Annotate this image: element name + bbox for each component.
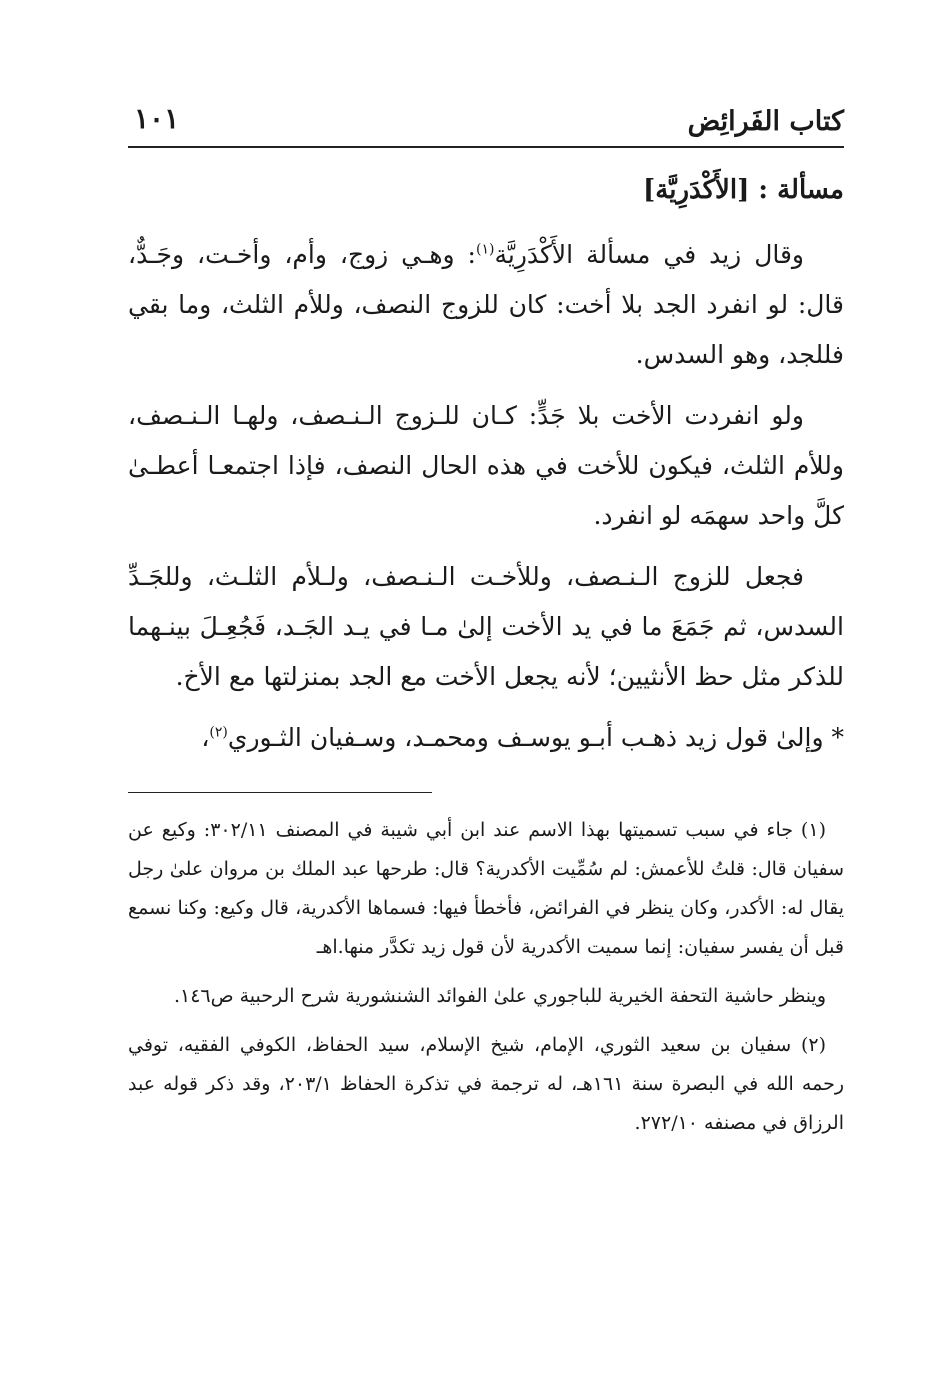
- main-text: [128, 230, 844, 774]
- footnote-marker: (١): [475, 241, 495, 258]
- paragraph-text: : وهـي زوج، وأم، وأخـت، وجَـدٌّ، قال: لو انفرد الجد بلا أخت: كان للزوج النصف، وللأم الثلث، وما بقي فللجد، وهو السدس.: [128, 240, 844, 369]
- paragraph: [128, 713, 844, 763]
- header-rule: [128, 146, 844, 148]
- paragraph-text: ،: [201, 723, 210, 752]
- page-number: ١٠١: [134, 102, 180, 135]
- paragraph-text: * وإلىٰ قول زيد ذهـب أبـو يوسـف ومحمـد، وسـفيان الثـوري: [227, 723, 844, 752]
- paragraph: فجعل للزوج الـنـصف، وللأخـت الـنـصف، ولـلأم الثلـث، وللجَـدِّ السدس، ثم جَمَعَ ما في يد الأخت إلىٰ مـا في يـد الجَـد، فَجُعِـلَ بينـهما للذكر مثل حظ الأنثيين؛ لأنه يجعل الأخت مع الجد بمنزلتها مع الأخ.: [128, 562, 844, 691]
- footnote: (١) جاء في سبب تسميتها بهذا الاسم عند ابن أبي شيبة في المصنف ٣٠٢/١١: وكيع عن سفيان قال: قلتُ للأعمش: لم سُمِّيت الأكدرية؟ قال: طرحها عبد الملك بن مروان علىٰ رجل يقال له: الأكدر، وكان ينظر في الفرائض، فأخطأ فيها: فسماها الأكدرية، قال وكيع: وكنا نسمع قبل أن يفسر سفيان: إنما سميت الأكدرية لأن قول زيد تكدَّر منها.اهـ: [128, 819, 844, 958]
- footnotes: [128, 811, 844, 1153]
- footnote-marker: (٢): [209, 724, 228, 741]
- footnote: (٢) سفيان بن سعيد الثوري، الإمام، شيخ الإسلام، سيد الحفاظ، الكوفي الفقيه، توفي رحمه الله في البصرة سنة ١٦١هـ، له ترجمة في تذكرة الحفاظ ٢٠٣/١، وقد ذكر قوله عبد الرزاق في مصنفه ٢٧٢/١٠.: [128, 1034, 844, 1134]
- paragraph: ولو انفردت الأخت بلا جَدٍّ: كـان للـزوج الـنـصف، ولهـا الـنـصف، وللأم الثلث، فيكون للأخت في هذه الحال النصف، فإذا اجتمعـا أعطـىٰ كلَّ واحد سهمَه لو انفرد.: [128, 401, 844, 530]
- running-header: [128, 98, 844, 144]
- paragraph: [128, 230, 844, 380]
- footnote-separator: [128, 792, 432, 793]
- book-title: كتاب الفَرائِض: [687, 106, 844, 137]
- section-heading: مسألة : [الأَكْدَرِيَّة]: [642, 175, 844, 205]
- footnote: وينظر حاشية التحفة الخيرية للباجوري علىٰ الفوائد الشنشورية شرح الرحبية ص١٤٦.: [173, 985, 826, 1007]
- paragraph-text: وقال زيد في مسألة الأَكْدَرِيَّة: [494, 240, 805, 269]
